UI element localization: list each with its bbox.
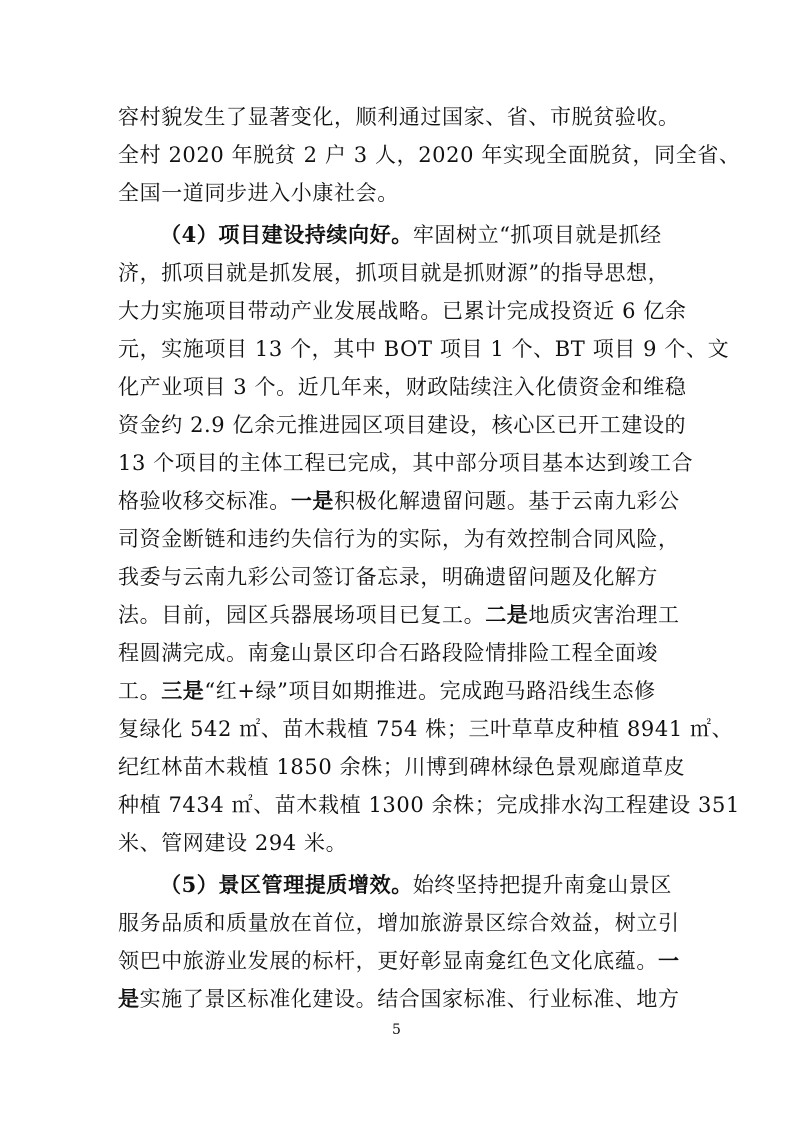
text-line (118, 330, 730, 368)
text-line (118, 216, 678, 254)
text-line (118, 786, 740, 824)
text-run: 大力实施项目带动产业发展战略。已累计完成投资近 6 亿余 (118, 299, 687, 323)
bold-text-run: （4）项目建设持续向好。 (160, 222, 413, 247)
text-line (118, 368, 687, 406)
text-run: 资金约 2.9 亿余元推进园区项目建设，核心区已开工建设的 (118, 413, 687, 437)
text-line (118, 980, 678, 1018)
text-run: 全国一道同步进入小康社会。 (118, 181, 399, 205)
text-run: 领巴中旅游业发展的标杆，更好彰显南龛红色文化底蕴。 (118, 949, 658, 973)
text-line (118, 98, 678, 136)
text-line (118, 672, 678, 710)
bold-text-run: 二是 (485, 602, 529, 627)
text-run: 地质灾害治理工 (528, 603, 680, 627)
text-line (118, 406, 687, 444)
text-line (118, 292, 687, 330)
text-line (118, 174, 678, 212)
bold-text-run: 一是 (290, 488, 335, 513)
text-run: “红+绿”项目如期推进。完成跑马路沿线生态修 (204, 679, 656, 703)
text-run: 始终坚持把提升南龛山景区 (412, 873, 673, 897)
bold-text-run: 是 (118, 986, 140, 1011)
bold-text-run: （5）景区管理提质增效。 (160, 872, 413, 897)
text-run: 13 个项目的主体工程已完成，其中部分项目基本达到竣工合 (118, 451, 694, 475)
bold-text-run: 三是 (161, 678, 205, 703)
text-line (118, 520, 678, 558)
text-line (118, 904, 678, 942)
text-line (118, 136, 741, 174)
text-run: 米、管网建设 294 米。 (118, 831, 348, 855)
text-line (118, 596, 678, 634)
text-run: 容村貌发生了显著变化，顺利通过国家、省、市脱贫验收。 (118, 105, 680, 129)
bold-text-run: 一 (658, 948, 680, 973)
text-line (118, 866, 678, 904)
text-line (118, 634, 678, 672)
text-run: 济，抓项目就是抓发展，抓项目就是抓财源”的指导思想， (118, 261, 670, 285)
body-text (118, 98, 741, 1018)
text-line (118, 482, 678, 520)
text-line (118, 710, 734, 748)
text-run: 实施了景区标准化建设。结合国家标准、行业标准、地方 (139, 987, 680, 1011)
text-run: 服务品质和质量放在首位，增加旅游景区综合效益，树立引 (118, 911, 680, 935)
text-run: 格验收移交标准。 (118, 489, 291, 513)
text-run: 元，实施项目 13 个，其中 BOT 项目 1 个、BT 项目 9 个、文 (118, 337, 730, 361)
text-line (118, 254, 678, 292)
text-run: 复绿化 542 ㎡、苗木栽植 754 株；三叶草草皮种植 8941 ㎡、 (118, 717, 734, 741)
text-line (118, 748, 686, 786)
text-run: 法。目前，园区兵器展场项目已复工。 (118, 603, 486, 627)
text-run: 化产业项目 3 个。近几年来，财政陆续注入化债资金和维稳 (118, 375, 687, 399)
text-line (118, 942, 678, 980)
text-line (118, 444, 694, 482)
text-line (118, 824, 678, 862)
text-run: 工。 (118, 679, 162, 703)
text-run: 全村 2020 年脱贫 2 户 3 人，2020 年实现全面脱贫，同全省、 (118, 143, 741, 167)
text-run: 纪红林苗木栽植 1850 余株；川博到碑林绿色景观廊道草皮 (118, 755, 686, 779)
text-run: 积极化解遗留问题。基于云南九彩公 (334, 489, 680, 513)
text-run: 司资金断链和违约失信行为的实际，为有效控制合同风险， (118, 527, 680, 551)
text-line (118, 558, 678, 596)
text-run: 种植 7434 ㎡、苗木栽植 1300 余株；完成排水沟工程建设 351 (118, 793, 740, 817)
text-run: 牢固树立“抓项目就是抓经 (412, 223, 662, 247)
text-run: 程圆满完成。南龛山景区印合石路段险情排险工程全面竣 (118, 641, 658, 665)
text-run: 我委与云南九彩公司签订备忘录，明确遗留问题及化解方 (118, 565, 658, 589)
page-number: 5 (392, 1022, 401, 1038)
